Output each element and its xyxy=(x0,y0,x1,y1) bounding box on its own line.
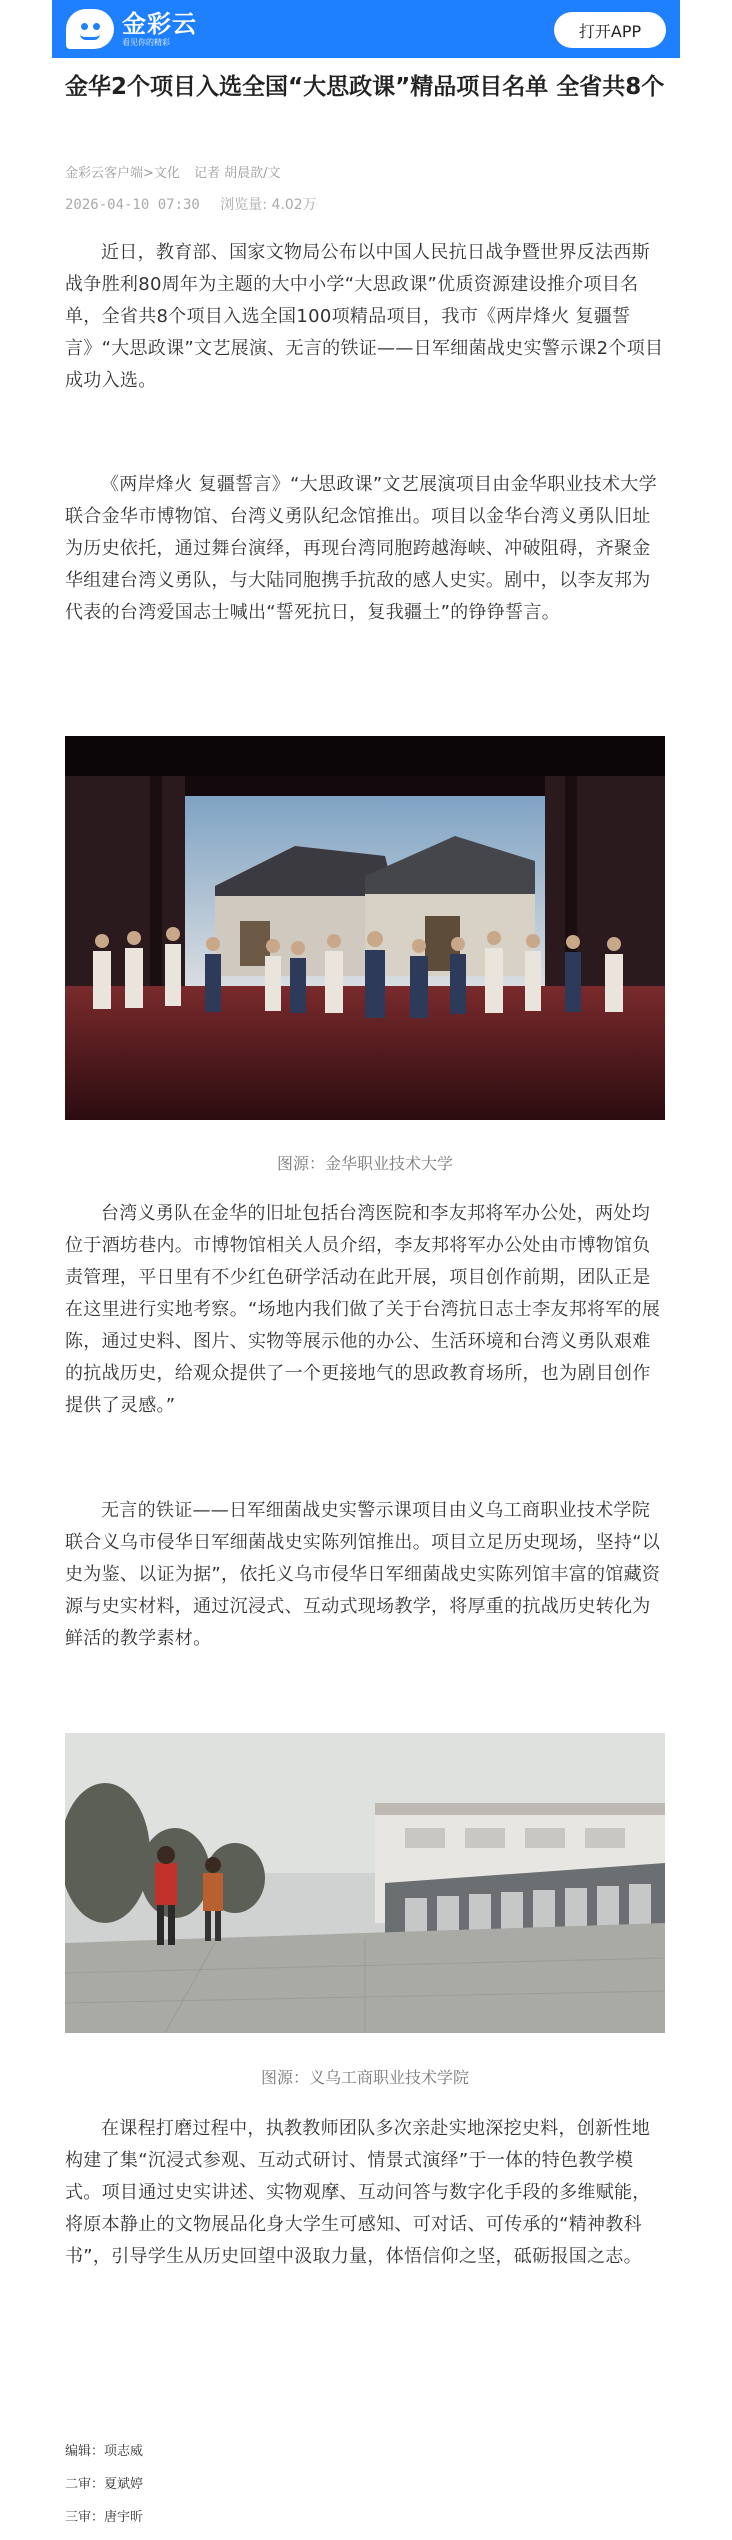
editor-credit: 编辑：项志威 xyxy=(65,2444,144,2459)
article-paragraph: 近日，教育部、国家文物局公布以中国人民抗日战争暨世界反法西斯战争胜利80周年为主题的大中小学“大思政课”优质资源建设推介项目名单，全省共8个项目入选全国100项精品项目，我市《两岸烽火 复疆誓言》“大思政课”文艺展演、无言的铁证——日军细菌战史实警示课2个项目成功入选。 xyxy=(65,242,664,391)
brand-logo[interactable] xyxy=(66,7,197,51)
third-review-credit: 三审：唐宇昕 xyxy=(65,2510,144,2525)
brand-slogan: 看见你的精彩 xyxy=(122,37,170,47)
top-bar xyxy=(52,0,680,58)
publish-datetime: 2026-04-10 07:30 xyxy=(65,197,200,213)
view-count: 浏览量: 4.02万 xyxy=(220,197,317,213)
photo-caption: 图源：义乌工商职业技术学院 xyxy=(260,2068,469,2087)
article-reporter: 记者 胡晨歆/文 xyxy=(194,166,281,181)
cloud-mascot-icon xyxy=(66,9,114,49)
article-title: 金华2个项目入选全国“大思政课”精品项目名单 全省共8个 xyxy=(65,74,665,100)
article-paragraph: 无言的铁证——日军细菌战史实警示课项目由义乌工商职业技术学院联合义乌市侵华日军细菌战史实陈列馆推出。项目立足历史现场，坚持“以史为鉴、以证为据”，依托义乌市侵华日军细菌战史实陈列馆丰富的馆藏资源与史实材料，通过沉浸式、互动式现场教学，将厚重的抗战历史转化为鲜活的教学素材。 xyxy=(65,1500,661,1649)
photo-caption: 图源：金华职业技术大学 xyxy=(276,1154,453,1173)
editorial-credits xyxy=(65,2435,143,2534)
memorial-hall-image xyxy=(65,1733,665,2033)
second-review-credit: 二审：夏斌婷 xyxy=(65,2477,144,2492)
article-source[interactable]: 金彩云客户端>文化 xyxy=(65,166,180,181)
stage-performance-image xyxy=(65,736,665,1120)
article-meta-stats xyxy=(65,194,317,214)
article-paragraph: 台湾义勇队在金华的旧址包括台湾医院和李友邦将军办公处，两处均位于酒坊巷内。市博物馆相关人员介绍，李友邦将军办公处由市博物馆负责管理，平日里有不少红色研学活动在此开展，项目创作前期，团队正是在这里进行实地考察。“场地内我们做了关于台湾抗日志士李友邦将军的展陈，通过史料、图片、实物等展示他的办公、生活环境和台湾义勇队艰难的抗战历史，给观众提供了一个更接地气的思政教育场所，也为剧目创作提供了灵感。” xyxy=(65,1203,661,1416)
article-paragraph: 在课程打磨过程中，执教教师团队多次亲赴实地深挖史料，创新性地构建了集“沉浸式参观、互动式研讨、情景式演绎”于一体的特色教学模式。项目通过史实讲述、实物观摩、互动问答与数字化手段的多维赋能，将原本静止的文物展品化身大学生可感知、可对话、可传承的“精神教科书”，引导学生从历史回望中汲取力量，体悟信仰之坚，砥砺报国之志。 xyxy=(65,2118,651,2267)
stage-performance-photo[interactable] xyxy=(65,736,665,1120)
article-meta xyxy=(65,162,281,181)
article-paragraph: 《两岸烽火 复疆誓言》“大思政课”文艺展演项目由金华职业技术大学联合金华市博物馆、台湾义勇队纪念馆推出。项目以金华台湾义勇队旧址为历史依托，通过舞台演绎，再现台湾同胞跨越海峡、冲破阻碍，齐聚金华组建台湾义勇队，与大陆同胞携手抗敌的感人史实。剧中，以李友邦为代表的台湾爱国志士喊出“誓死抗日，复我疆土”的铮铮誓言。 xyxy=(65,474,657,623)
memorial-hall-photo[interactable] xyxy=(65,1733,665,2033)
open-app-button[interactable]: 打开APP xyxy=(554,12,666,48)
brand-name: 金彩云 xyxy=(122,9,197,38)
